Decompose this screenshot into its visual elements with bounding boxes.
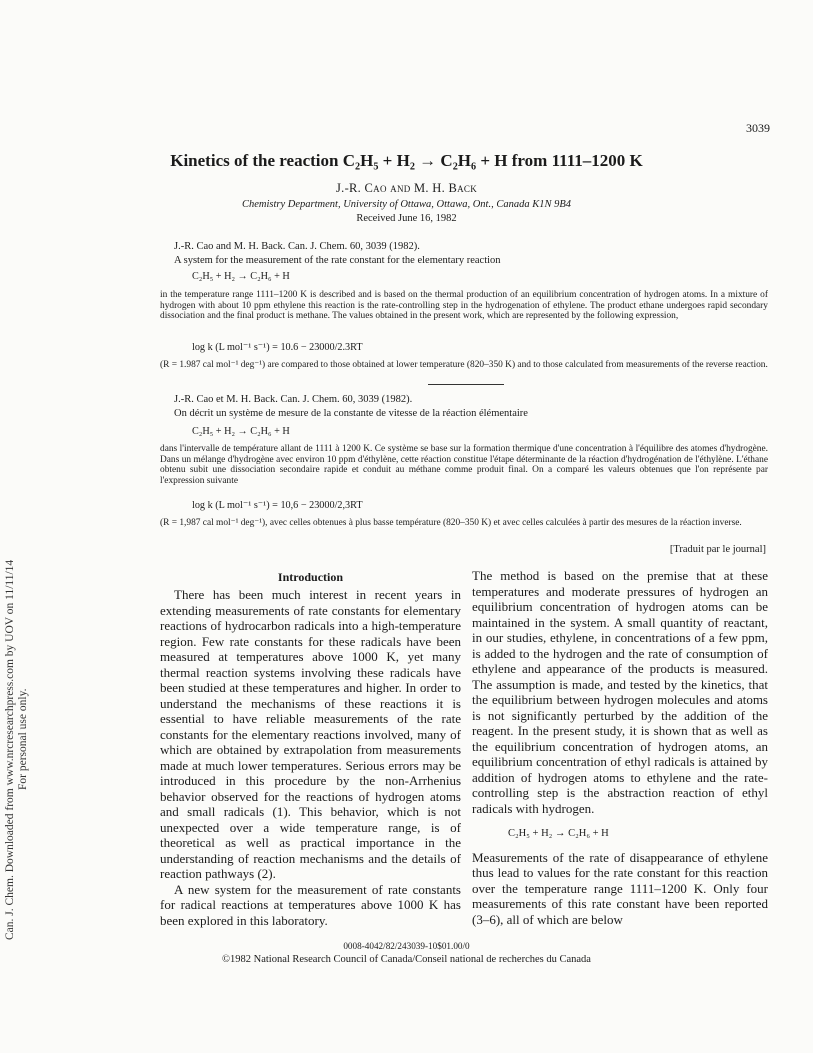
abstract-en-expression: log k (L mol⁻¹ s⁻¹) = 10.6 − 23000/2.3RT (192, 342, 363, 353)
abstract-en-reaction: C₂H₅ + H₂ → C₂H₆ + H (192, 271, 290, 282)
left-column (160, 587, 461, 928)
abstract-fr-body: dans l'intervalle de température allant de 1111 à 1200 K. Ce système se base sur la formation thermique d'une concentration à l'équilibre des atomes d'hydrogène. Dans un mélange d'hydrogène avec environ 10 ppm d'éthylène, cette réaction constitue l'étape déterminante de la réaction d'hydrogénation de l'éthylène. L'éthane obtenu subit une dissociation secondaire rapide et conduit au méthane comme produit final. On a comparé les valeurs obtenues que l'on représente par l'expression suivante (160, 444, 768, 486)
abstract-divider (428, 384, 504, 385)
translation-note: [Traduit par le journal] (669, 544, 766, 555)
intro-paragraph-3: The method is based on the premise that at these temperatures and moderate pressures of hydrogen an equilibrium concentration of hydrogen atoms can be maintained in the system. A small quantity of reactant, in our studies, ethylene, in concentrations of a few ppm, is added to the hydrogen and the rate of consumption of ethylene and appearance of the products is measured. The assumption is made, and tested by the kinetics, that the equilibrium between hydrogen molecules and atoms is not significantly perturbed by the addition of the reagent. In the present study, it is shown that as well as the equilibrium concentration of hydrogen atoms, an equilibrium concentration of ethyl radicals is attained by addition of hydrogen atoms to ethylene and the rate-controlling step is the abstraction reaction of ethyl radicals with hydrogen. (472, 568, 768, 816)
watermark-line-1: Can. J. Chem. Downloaded from www.nrcresearchpress.com by UOV on 11/11/14 (4, 559, 16, 940)
abstract-fr-closing: (R = 1,987 cal mol⁻¹ deg⁻¹), avec celles obtenues à plus basse température (820–350 K) et avec celles calculées à partir des mesures de la réaction inverse. (160, 518, 742, 528)
page-number: 3039 (746, 121, 770, 135)
issn-line: 0008-4042/82/243039-10$01.00/0 (343, 941, 470, 951)
abstract-en-closing: (R = 1.987 cal mol⁻¹ deg⁻¹) are compared to those obtained at lower temperature (820–350 K) and to those calculated from measurements of the reverse reaction. (160, 360, 768, 370)
authors: J.-R. Cao and M. H. Back (335, 181, 477, 195)
section-heading-introduction: Introduction (277, 570, 344, 584)
intro-paragraph-4: Measurements of the rate of disappearance of ethylene thus lead to values for the rate constant for this reaction over the temperature range 1111–1200 K. Only four measurements of this rate constant have been reported (3–6), all of which are below (472, 849, 768, 927)
abstract-en-citation: J.-R. Cao and M. H. Back. Can. J. Chem. 60, 3039 (1982). (174, 241, 420, 252)
download-watermark (4, 490, 30, 940)
abstract-fr-citation: J.-R. Cao et M. H. Back. Can. J. Chem. 60, 3039 (1982). (174, 394, 413, 405)
affiliation: Chemistry Department, University of Ottawa, Ottawa, Ont., Canada K1N 9B4 (242, 199, 571, 210)
received-date: Received June 16, 1982 (356, 213, 457, 224)
watermark-line-2: For personal use only. (17, 688, 29, 790)
article-title: Kinetics of the reaction C₂H₅ + H₂ → C₂H₆ + H from 1111–1200 K (170, 151, 643, 170)
abstract-fr-expression: log k (L mol⁻¹ s⁻¹) = 10,6 − 23000/2,3RT (192, 500, 363, 511)
copyright-line: ©1982 National Research Council of Canada/Conseil national de recherches du Canada (222, 954, 591, 965)
right-column (472, 568, 768, 927)
intro-paragraph-2: A new system for the measurement of rate constants for radical reactions at temperatures above 1000 K has been explored in this laboratory. (160, 881, 461, 928)
abstract-fr-reaction: C₂H₅ + H₂ → C₂H₆ + H (192, 426, 290, 437)
abstract-en-intro: A system for the measurement of the rate constant for the elementary reaction (174, 255, 501, 266)
abstract-fr-intro: On décrit un système de mesure de la constante de vitesse de la réaction élémentaire (174, 408, 528, 419)
intro-reaction-equation: C₂H₅ + H₂ → C₂H₆ + H (508, 828, 609, 839)
intro-paragraph-1: There has been much interest in recent years in extending measurements of rate constants for elementary reactions of hydrocarbon radicals into a high-temperature region. Few rate constants for these radicals have been measured at temperatures above 1000 K, yet many thermal reaction systems involving these radicals have been studied at these temperatures and higher. In order to understand the mechanisms of these reactions it is essential to have reliable measurements of the rate constants for the elementary reactions involved, many of which are obtained by extrapolation from measurements made at much lower temperatures. Serious errors may be introduced in this procedure by the non-Arrhenius behavior observed for the reactions of hydrogen atoms and small radicals (1). This behavior, which is not unexpected over a wide temperature range, is of theoretical as well as practical importance in the understanding of reaction mechanisms and the details of reaction pathways (2). (160, 587, 461, 881)
abstract-en-body: in the temperature range 1111–1200 K is described and is based on the thermal production of an equilibrium concentration of hydrogen atoms. In a mixture of hydrogen with about 10 ppm ethylene this reaction is the rate-controlling step in the hydrogenation of ethylene. The product ethane undergoes rapid secondary dissociation and the final product is methane. The values obtained in the present work, which are represented by the following expression, (160, 290, 768, 322)
